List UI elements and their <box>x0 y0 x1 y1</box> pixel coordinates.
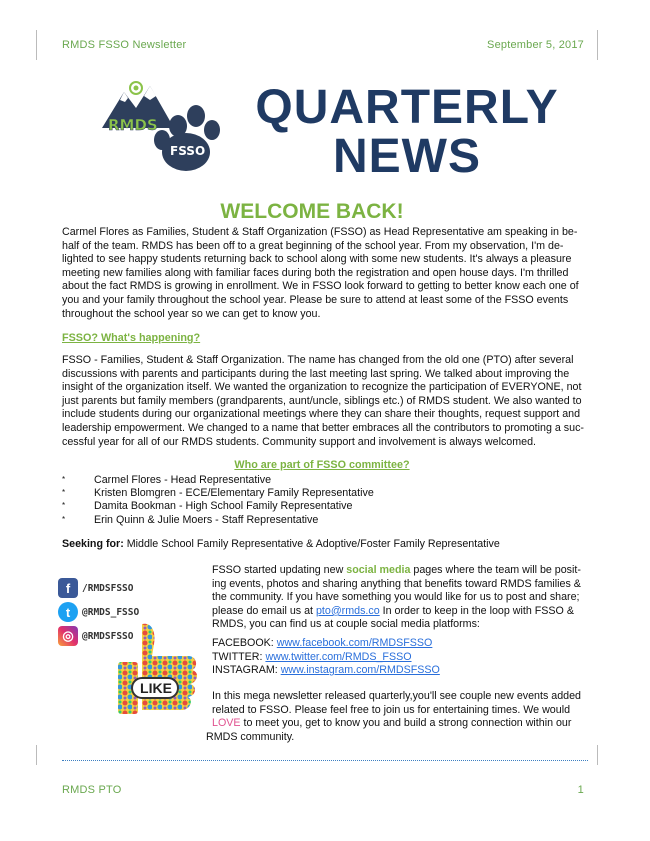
closing-last-line: RMDS community. <box>206 731 295 743</box>
list-item <box>62 500 542 513</box>
link-row <box>212 637 592 651</box>
list-item <box>62 474 542 487</box>
member-name: Erin Quinn & Julie Moers - Staff Representative <box>94 513 319 526</box>
seeking-line <box>62 538 602 552</box>
instagram-icon: ◎ <box>58 626 78 646</box>
closing-line: In this mega newsletter released quarterly,you'll see couple new events added <box>212 690 581 702</box>
intro-line: lighted to see happy students returning back to school along with some new students. It's always a pleasure <box>62 253 572 266</box>
committee-heading: Who are part of FSSO committee? <box>234 459 410 471</box>
section-line: FSSO - Families, Student & Staff Organization. The name has changed from the old one (PTO) after several <box>62 354 574 366</box>
link-label: FACEBOOK: <box>212 637 277 649</box>
social-line <box>212 605 592 619</box>
facebook-link[interactable]: www.facebook.com/RMDSFSSO <box>276 637 433 649</box>
twitter-link[interactable]: www.twitter.com/RMDS_FSSO <box>265 650 412 663</box>
social-paragraph <box>212 564 592 632</box>
instagram-link[interactable]: www.instagram.com/RMDSFSSO <box>280 664 440 677</box>
right-margin-line-bottom <box>597 745 598 765</box>
facebook-handle: /RMDSFSSO <box>82 582 134 594</box>
right-margin-line <box>597 30 598 60</box>
section-line: discussions with parents and participants during the last meeting last spring. We talked about improving the <box>62 367 570 380</box>
closing-line: related to FSSO. Please feel free to join us for entertaining times. We would <box>212 703 571 716</box>
section-line: insight of the organization itself. We wanted the organization to recognize the participation of EVERYONE, not <box>62 381 582 394</box>
logo-text: RMDS <box>108 116 158 134</box>
social-facebook[interactable] <box>58 578 133 598</box>
email-link[interactable]: pto@rmds.co <box>315 604 380 617</box>
like-thumb-image <box>112 620 200 720</box>
social-line: ing events, photos and sharing anything that benefits toward RMDS families & <box>212 577 581 590</box>
social-text: please do email us at <box>212 604 316 617</box>
welcome-heading: WELCOME BACK! <box>220 200 404 223</box>
footer-left: RMDS PTO <box>62 784 122 796</box>
section-line: cessful year for all of our RMDS students. Community support and involvement is always welcomed. <box>62 435 537 448</box>
logo-subtext: FSSO <box>170 144 206 158</box>
intro-line: meeting new families along with familiar faces during both the registration and open house days. I'm thrilled <box>62 266 569 279</box>
title-line2: NEWS <box>333 130 481 183</box>
bullet: * <box>62 501 66 511</box>
member-name: Carmel Flores - Head Representative <box>94 474 272 486</box>
instagram-handle: @RMDSFSSO <box>82 630 134 642</box>
seeking-label: Seeking for: <box>62 538 124 550</box>
title-line1: QUARTERLY <box>255 81 559 134</box>
member-name: Kristen Blomgren - ECE/Elementary Family Representative <box>94 487 374 500</box>
closing-line <box>212 717 592 731</box>
rmds-logo <box>100 78 230 174</box>
intro-line: Carmel Flores as Families, Student & Staff Organization (FSSO) as Head Representative am speaking in be- <box>62 226 578 238</box>
like-label: LIKE <box>140 680 172 696</box>
list-item <box>62 487 542 500</box>
section-line: just parents but family members (grandparents, aunt/uncle, siblings etc.) of RMDS student. We also wanted to <box>62 394 582 407</box>
social-text: In order to keep in the loop with FSSO & <box>379 604 574 617</box>
closing-text: to meet you, get to know you and build a strong connection within our <box>240 717 572 730</box>
facebook-icon: f <box>58 578 78 598</box>
committee-list <box>62 474 542 527</box>
left-margin-line <box>36 30 37 60</box>
social-media-highlight: social media <box>346 564 411 576</box>
twitter-handle: @RMDS_FSSO <box>82 606 140 618</box>
social-links <box>212 637 592 678</box>
intro-line: half of the team. RMDS has been off to a great beginning of the school year. From my observation, I'm de- <box>62 239 564 252</box>
page-number: 1 <box>577 784 584 796</box>
bullet: * <box>62 475 66 484</box>
intro-line: you and your family throughout the school year. Please be sure to attend at least some of the FSSO events <box>62 293 569 306</box>
closing-paragraph <box>212 690 592 731</box>
intro-line: about the fact RMDS is growing in enrollment. We in FSSO look forward to getting to better know each one of <box>62 280 579 293</box>
social-line <box>212 564 592 578</box>
list-item <box>62 514 542 527</box>
social-line: RMDS, you can find us at couple social media platforms: <box>212 618 480 631</box>
left-margin-line-bottom <box>36 745 37 765</box>
social-twitter[interactable] <box>58 602 139 622</box>
thumbs-up-icon <box>112 620 200 720</box>
footer-divider <box>62 760 588 761</box>
link-row <box>212 651 592 665</box>
section-paragraph-fsso <box>62 354 602 449</box>
love-highlight: LOVE <box>212 717 241 730</box>
section-line: include students during our organizational meetings where they can share their thoughts, request support and <box>62 408 581 421</box>
intro-paragraph <box>62 226 602 321</box>
twitter-icon: t <box>58 602 78 622</box>
social-text: pages where the team will be posit- <box>410 564 581 576</box>
member-name: Damita Bookman - High School Family Representative <box>94 500 353 513</box>
social-text: FSSO started updating new <box>212 564 347 576</box>
bullet: * <box>62 514 66 524</box>
header-left: RMDS FSSO Newsletter <box>62 39 187 51</box>
section-heading-fsso: FSSO? What's happening? <box>62 332 201 344</box>
section-line: leadership empowerment. We changed to a name that better embraces all the contributors to promoting a suc- <box>62 421 584 434</box>
seeking-text: Middle School Family Representative & Adoptive/Foster Family Representative <box>123 538 500 550</box>
bullet: * <box>62 488 66 498</box>
link-label: INSTAGRAM: <box>212 664 281 677</box>
link-row <box>212 664 592 678</box>
intro-line: throughout the school year so we can get to know you. <box>62 307 321 320</box>
social-line: the community. If you have something you would like for us to post and share; <box>212 591 580 604</box>
header-right: September 5, 2017 <box>487 39 584 51</box>
link-label: TWITTER: <box>212 650 266 663</box>
